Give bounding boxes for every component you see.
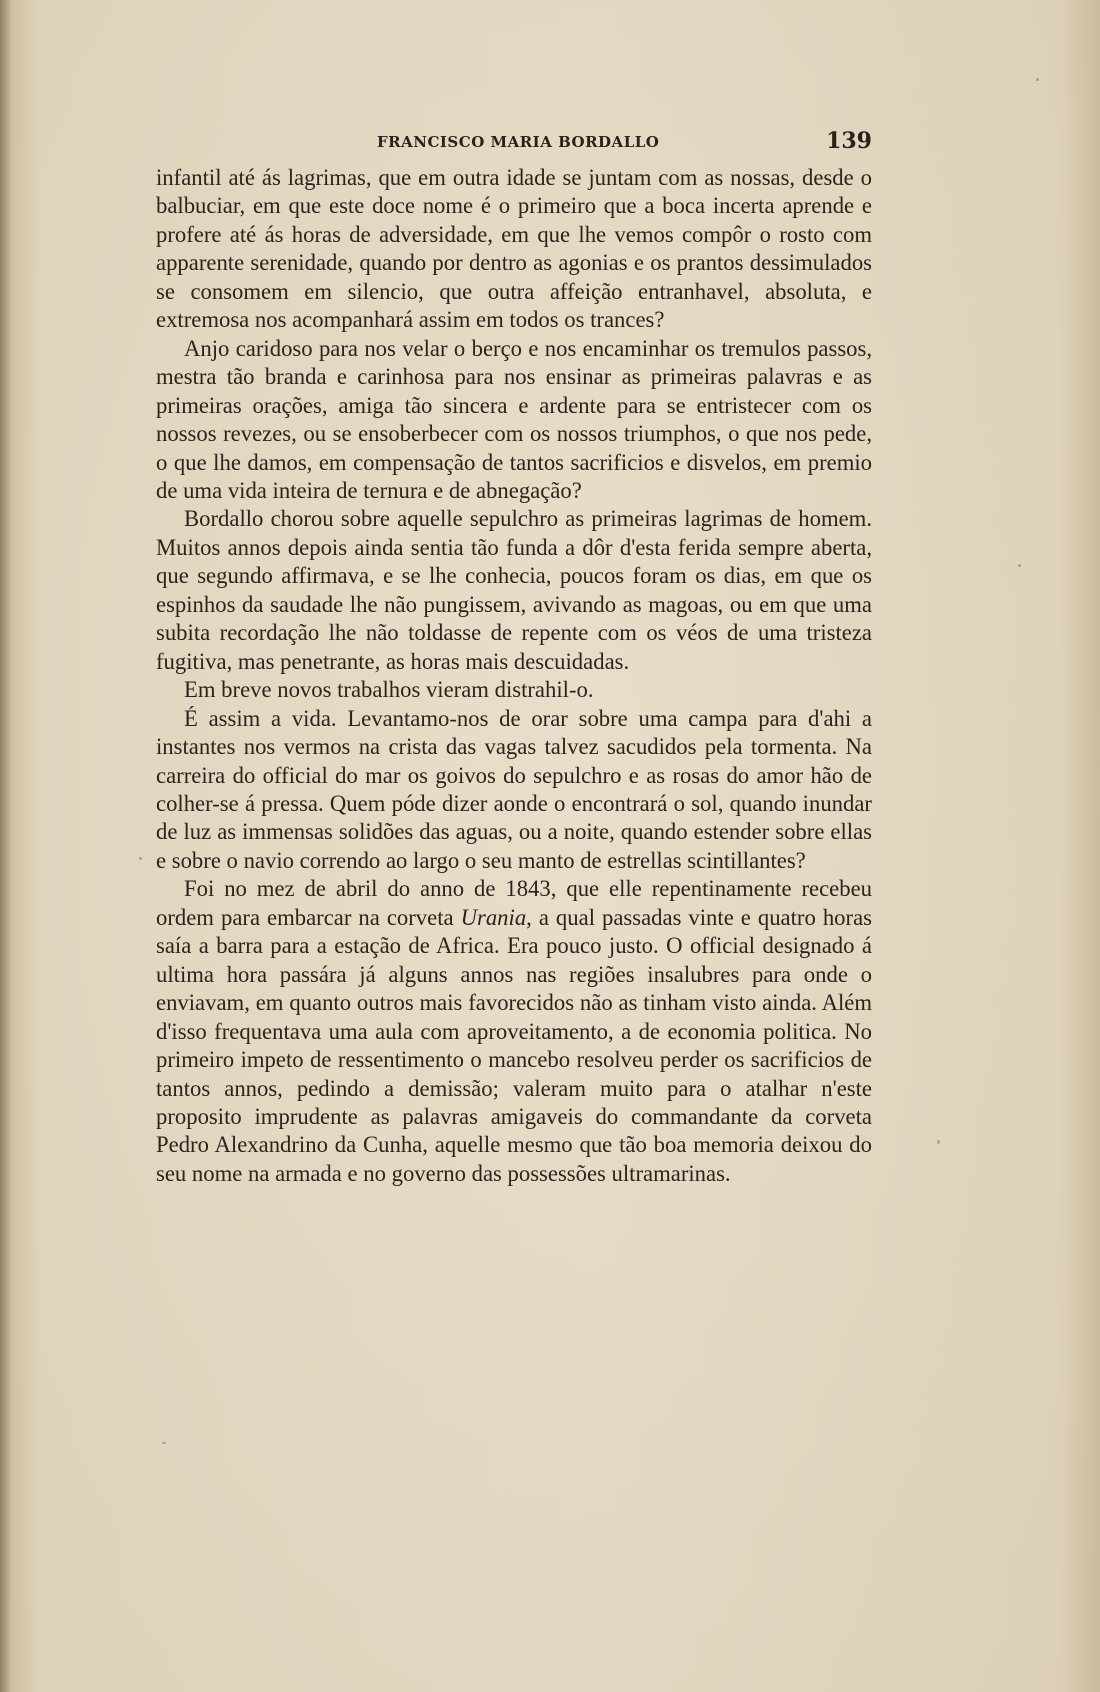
foxing-spot [1018,564,1021,567]
running-title: FRANCISCO MARIA BORDALLO [377,133,660,151]
paragraph-4: Em breve novos trabalhos vieram distrahil-o. [184,677,594,703]
running-head [156,128,872,158]
paragraph-6-start: Foi no mez de abril do anno de 1843, que elle repentinamente recebeu ordem para embarcar na corveta [156,876,872,930]
paragraph-2: Anjo caridoso para nos velar o berço e nos encaminhar os tremulos passos, mestra tão branda e carinhosa para nos ensinar as primeiras palavras e as primeiras orações, amiga tão sincera e ardente para se entristecer com os nossos revezes, ou se ensoberbecer com os nossos triumphos, o que nos pede, o que lhe damos, em compensação de tantos sacrificios e disvelos, em premio de uma vida inteira de ternura e de abnegação? [156,335,872,503]
foxing-spot [162,1442,166,1444]
page-number: 139 [826,128,872,154]
paragraph-6 [156,875,872,1188]
foxing-spot [139,857,142,860]
paragraph-5: É assim a vida. Levantamo-nos de orar sobre uma campa para d'ahi a instantes nos vermos na crista das vagas talvez sacudidos pela tormenta. Na carreira do official do mar os goivos do sepulchro e as rosas do amor hão de colher-se á pressa. Quem póde dizer aonde o encontrará o sol, quando inundar de luz as immensas solidões das aguas, ou a noite, quando estender sobre ellas e sobre o navio correndo ao largo o seu manto de estrellas scintillantes? [156,705,872,873]
body-text [156,164,872,1188]
paragraph-1: infantil até ás lagrimas, que em outra idade se juntam com as nossas, desde o balbuciar, em que este doce nome é o primeiro que a boca incerta aprende e profere até ás horas de adversidade, em que lhe vemos compôr o rosto com apparente serenidade, quando por dentro as agonias e os prantos dessimulados se consomem em silencio, que outra affeição entranhavel, absoluta, e extremosa nos acompanhará assim em todos os trances? [156,165,872,333]
paragraph-3: Bordallo chorou sobre aquelle sepulchro as primeiras lagrimas de homem. Muitos annos depois ainda sentia tão funda a dôr d'esta ferida sempre aberta, que segundo affirmava, e se lhe conhecia, poucos foram os dias, em que os espinhos da saudade lhe não pungissem, avivando as magoas, ou em que uma subita recordação lhe não toldasse de repente com os véos de uma tristeza fugitiva, mas penetrante, as horas mais descuidadas. [156,506,872,674]
foxing-spot [937,1140,940,1144]
foxing-spot [1036,78,1039,81]
paragraph-6-end: , a qual passadas vinte e quatro horas saía a barra para a estação de Africa. Era pouco justo. O official designado á ultima hora passára já alguns annos nas regiões insalubres para onde o enviavam, em quanto outros mais favorecidos não as tinham visto ainda. Além d'isso frequentava uma aula com aproveitamento, a de economia politica. No primeiro impeto de ressentimento o mancebo resolveu perder os sacrificios de tantos annos, pedindo a demissão; valeram muito para o atalhar n'este proposito imprudente as palavras amigaveis do commandante da corveta Pedro Alexandrino da Cunha, aquelle mesmo que tão boa memoria deixou do seu nome na armada e no governo das possessões ultramarinas. [156,904,872,1186]
foxing-spot [855,602,860,604]
page-binding-edge [0,0,10,1692]
ship-name-italic: Urania [460,904,527,930]
